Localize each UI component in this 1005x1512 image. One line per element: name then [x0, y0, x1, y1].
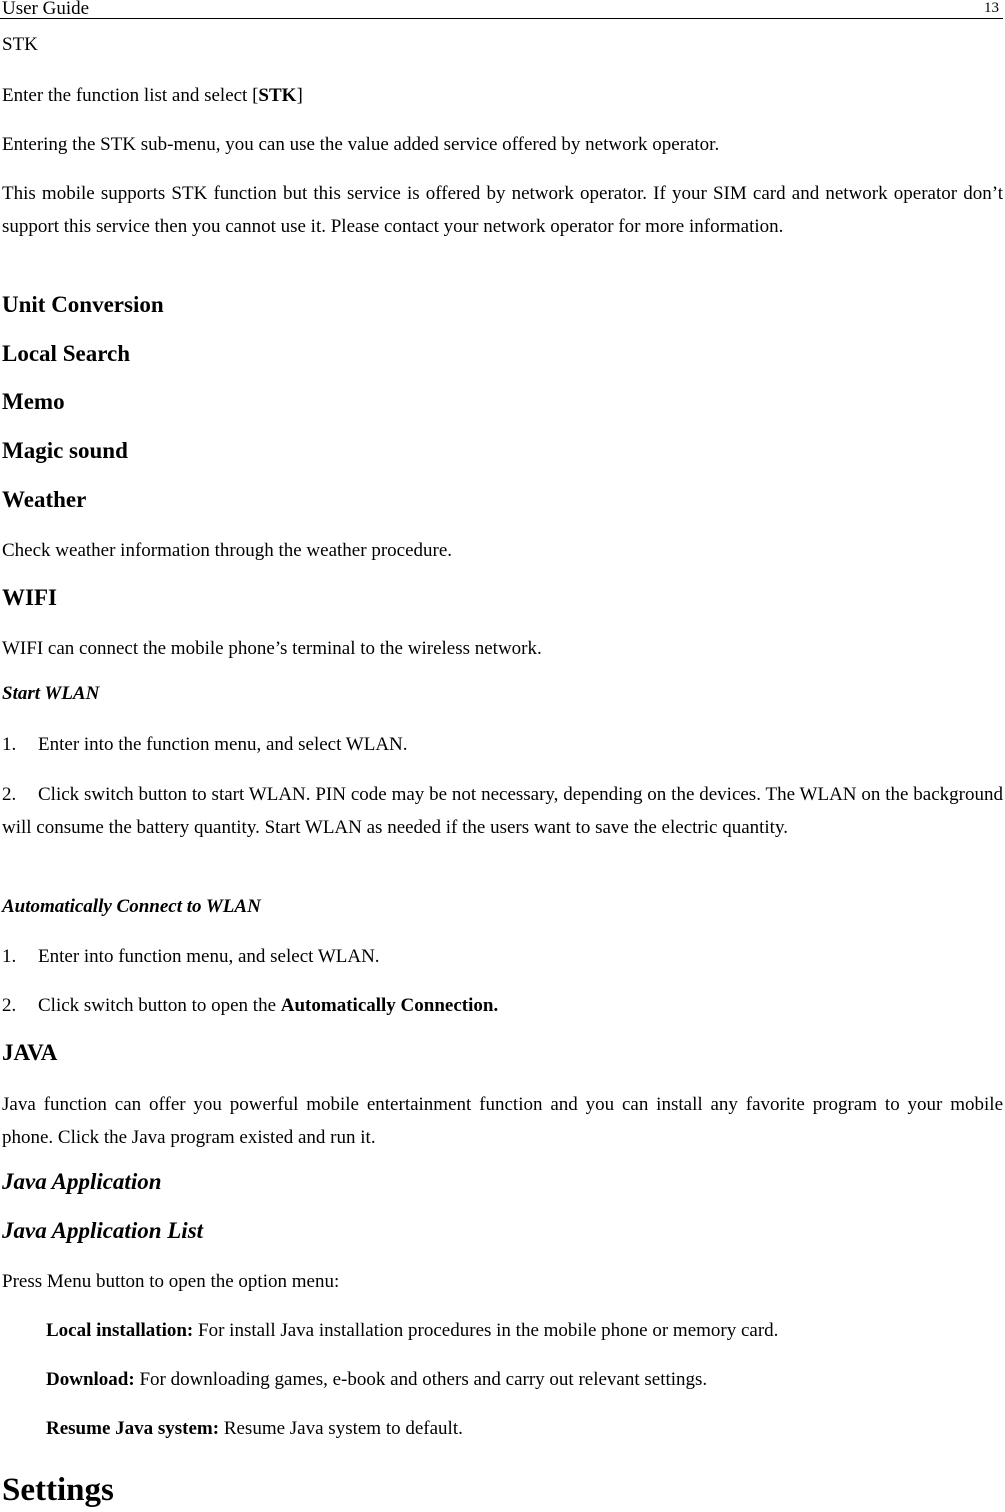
weather-text: Check weather information through the weather procedure. — [2, 540, 453, 561]
heading-settings: Settings — [2, 1472, 114, 1508]
heading-weather: Weather — [2, 487, 87, 512]
auto-step-2: 2. Click switch button to open the Automatically Connection. — [2, 995, 499, 1016]
heading-start-wlan: Start WLAN — [2, 683, 100, 704]
page-number: 13 — [984, 0, 999, 16]
option-local-installation: Local installation: For install Java installation procedures in the mobile phone or memory card. — [46, 1320, 779, 1341]
menu-intro: Press Menu button to open the option menu: — [2, 1271, 340, 1292]
stk-description: Entering the STK sub-menu, you can use the value added service offered by network operator. — [2, 134, 720, 155]
heading-local-search: Local Search — [2, 341, 130, 366]
stk-instruction: Enter the function list and select [STK] — [2, 85, 303, 106]
heading-java: JAVA — [2, 1040, 58, 1065]
start-step-2: 2. Click switch button to start WLAN. PIN code may be not necessary, depending on the devices. The WLAN on the background will consume the battery quantity. Start WLAN as needed if the users want to save the electric quantity. — [2, 784, 1003, 838]
java-intro: Java function can offer you powerful mobile entertainment function and you can install any favorite program to your mobile phone. Click the Java program existed and run it. — [2, 1094, 1003, 1148]
heading-java-application: Java Application — [2, 1169, 162, 1194]
option-resume-java: Resume Java system: Resume Java system to default. — [46, 1418, 463, 1439]
heading-magic-sound: Magic sound — [2, 438, 128, 463]
heading-memo: Memo — [2, 389, 65, 414]
heading-wifi: WIFI — [2, 585, 57, 610]
heading-java-application-list: Java Application List — [2, 1218, 204, 1243]
wifi-intro: WIFI can connect the mobile phone’s terminal to the wireless network. — [2, 638, 542, 659]
heading-unit-conversion: Unit Conversion — [2, 292, 164, 317]
page-header — [0, 0, 1003, 19]
auto-step-1: 1. Enter into function menu, and select WLAN. — [2, 946, 380, 967]
stk-note: This mobile supports STK function but this service is offered by network operator. If your SIM card and network operator don’t support this service then you cannot use it. Please contact your network operator for more information. — [2, 183, 1003, 237]
stk-title: STK — [2, 34, 38, 55]
auto-connection-term: Automatically Connection. — [280, 995, 499, 1016]
start-step-1: 1. Enter into the function menu, and select WLAN. — [2, 734, 408, 755]
stk-bold-term: STK — [258, 85, 297, 106]
option-download: Download: For downloading games, e-book and others and carry out relevant settings. — [46, 1369, 708, 1390]
heading-auto-connect: Automatically Connect to WLAN — [2, 896, 261, 917]
header-title: User Guide — [2, 0, 90, 19]
